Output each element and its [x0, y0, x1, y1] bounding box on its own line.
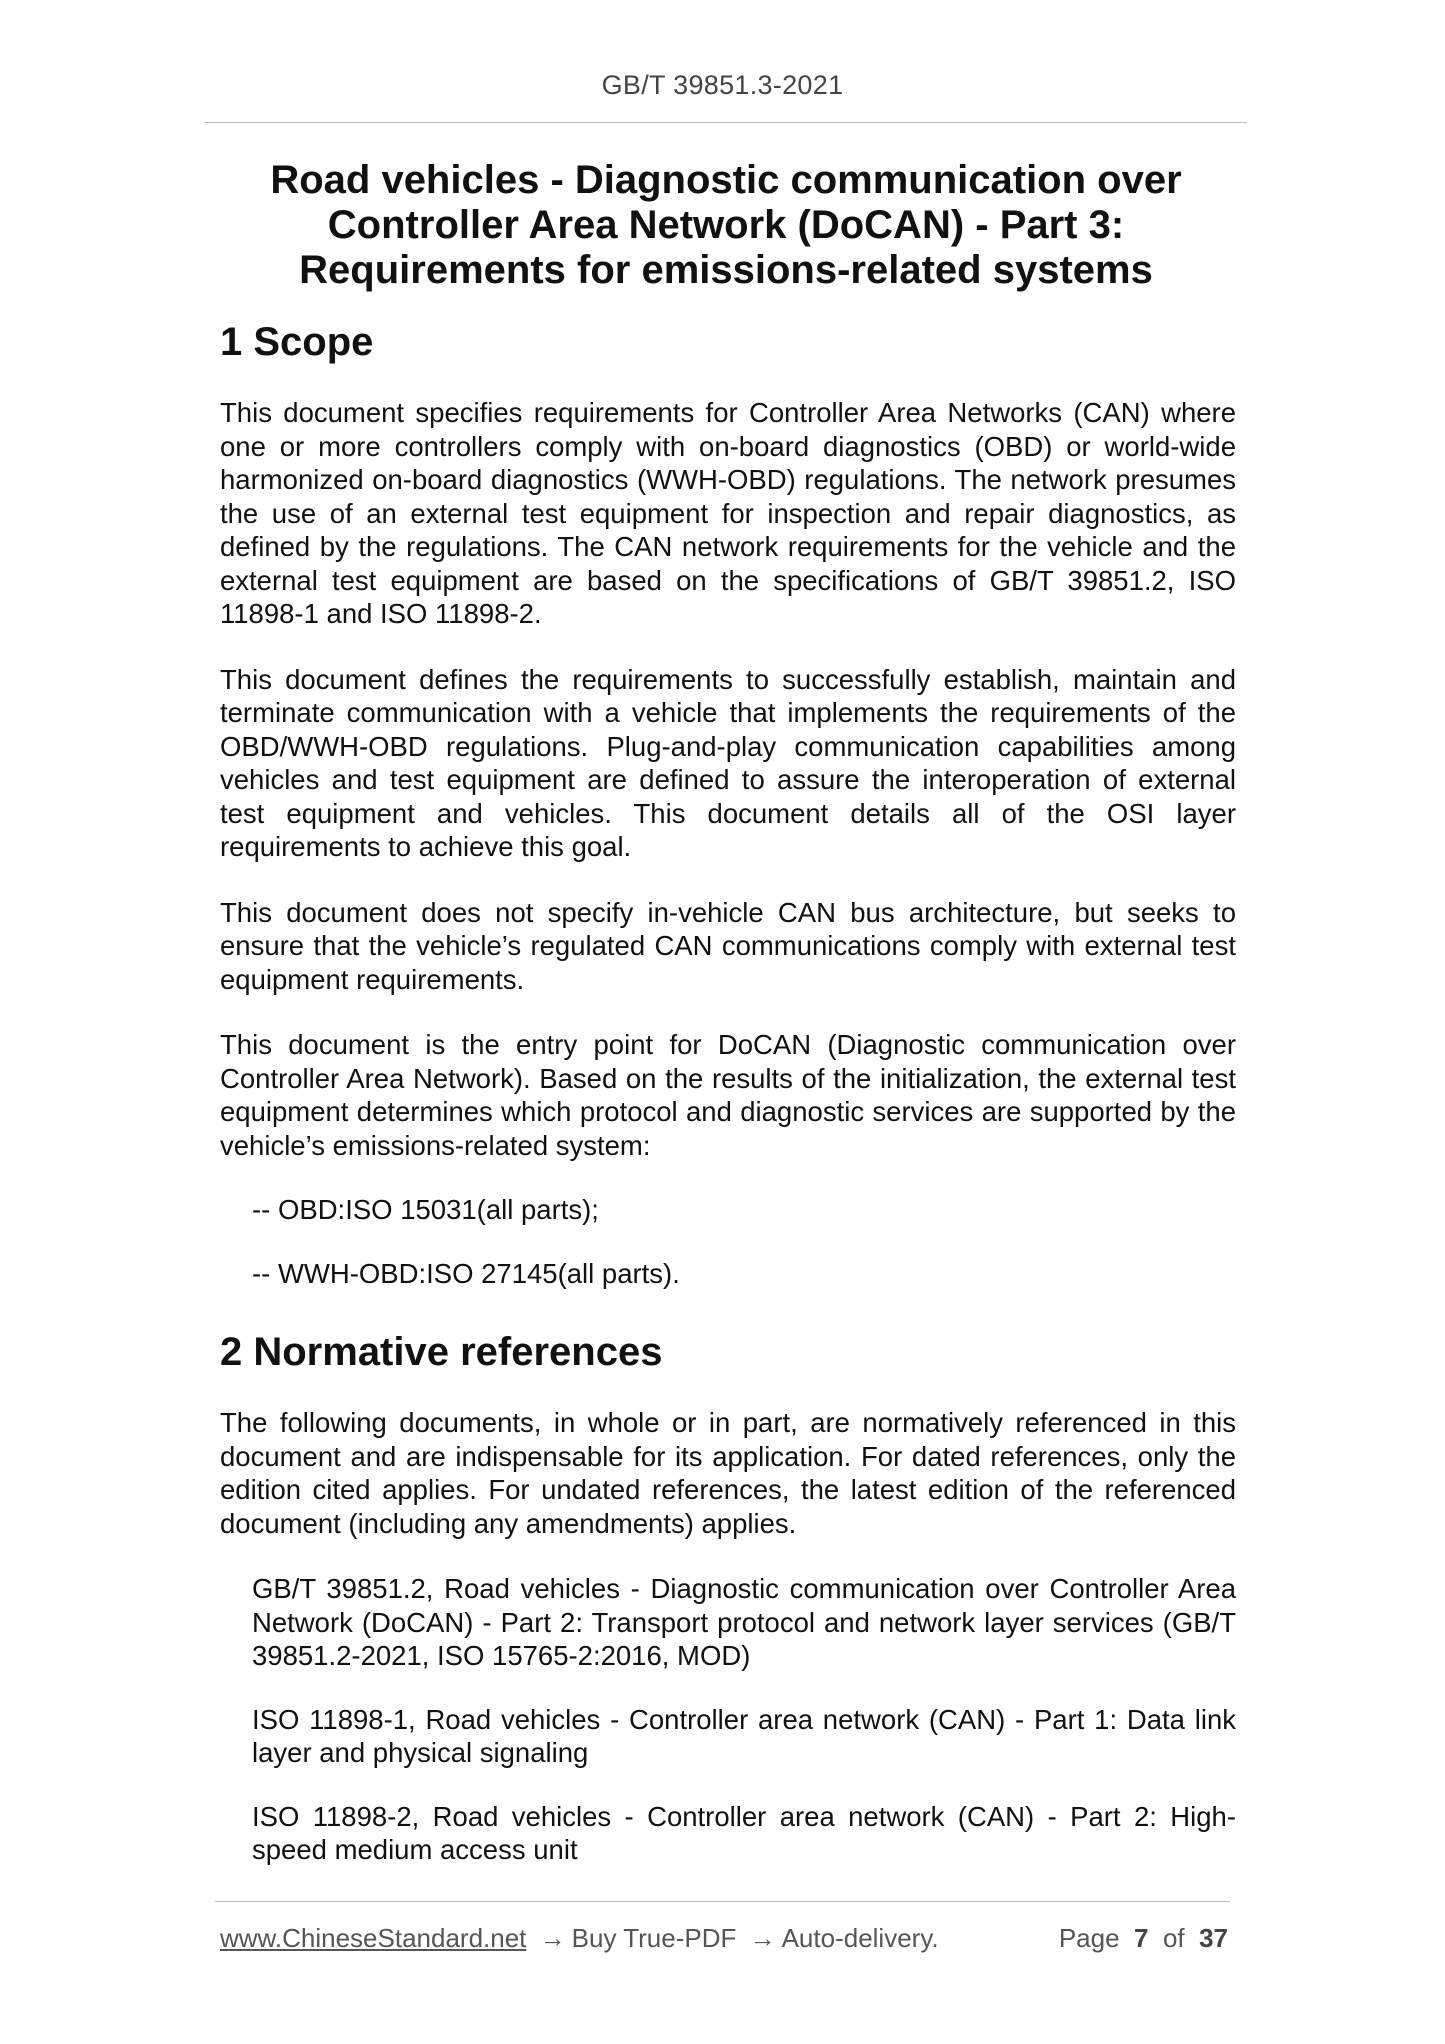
reference-item-iso-11898-2: ISO 11898-2, Road vehicles - Controller area network (CAN) - Part 2: High-speed medium access unit: [252, 1800, 1236, 1865]
document-title-line-2: Controller Area Network (DoCAN) - Part 3:: [327, 203, 1125, 247]
document-title-line-1: Road vehicles - Diagnostic communication over: [270, 158, 1182, 202]
page-current: 7: [1134, 1923, 1149, 1953]
footer-divider: [215, 1901, 1230, 1902]
footer-delivery-text: Auto-delivery.: [781, 1923, 939, 1953]
document-body: [220, 318, 1236, 1867]
arrow-right-icon: →: [749, 1923, 776, 1953]
scope-paragraph-1: This document specifies requirements for Controller Area Networks (CAN) where one or more controllers comply with on-board diagnostics (OBD) or world-wide harmonized on-board diagnostics (WWH‐OBD) regulations. The network presumes the use of an external test equipment for inspection and repair diagnostics, as defined by the regulations. The CAN network requirements for the vehicle and the external test equipment are based on the specifications of GB/T 39851.2, ISO 11898-1 and ISO 11898-2.: [220, 397, 1236, 629]
page-label: Page: [1058, 1923, 1120, 1953]
page-header-standard-id: GB/T 39851.3-2021: [601, 70, 844, 100]
scope-paragraph-4: This document is the entry point for DoCAN (Diagnostic communication over Controller Area Network). Based on the results of the initialization, the external test equipment determines which protocol and diagnostic services are supported by the vehicle’s emissions-related system:: [220, 1029, 1236, 1161]
header-divider: [205, 122, 1247, 123]
footer-buy-text: Buy True-PDF: [571, 1923, 737, 1953]
scope-list-item-obd: -- OBD:ISO 15031(all parts);: [252, 1194, 599, 1225]
scope-paragraph-3: This document does not specify in-vehicle CAN bus architecture, but seeks to ensure that the vehicle’s regulated CAN communications comply with external test equipment requirements.: [220, 896, 1236, 995]
page-total: 37: [1199, 1923, 1228, 1953]
scope-paragraph-2: This document defines the requirements to successfully establish, maintain and terminate communication with a vehicle that implements the requirements of the OBD/WWH-OBD regulations. Plug‐and-play communication capabilities among vehicles and test equipment are defined to assure the interoperation of external test equipment and vehicles. This document details all of the OSI layer requirements to achieve this goal.: [220, 663, 1236, 862]
section-heading-scope: 1 Scope: [220, 320, 374, 364]
reference-item-iso-11898-1: ISO 11898-1, Road vehicles - Controller area network (CAN) - Part 1: Data link layer and physical signaling: [252, 1703, 1236, 1768]
footer-website-link[interactable]: www.ChineseStandard.net: [220, 1923, 527, 1953]
scope-list-item-wwh-obd: -- WWH-OBD:ISO 27145(all parts).: [252, 1257, 680, 1289]
page-number: [1059, 1921, 1228, 1955]
document-title-line-3: Requirements for emissions-related systems: [299, 248, 1153, 292]
document-title: [220, 158, 1232, 293]
reference-item-gbt-39851-2: GB/T 39851.2, Road vehicles - Diagnostic communication over Controller Area Network (DoCAN) - Part 2: Transport protocol and network layer services (GB/T 39851.2-2021, ISO 15765-2:2016, MOD): [252, 1573, 1236, 1671]
footer-promo: [220, 1921, 939, 1955]
page-of-label: of: [1162, 1923, 1185, 1953]
page-footer: [220, 1921, 1228, 1955]
arrow-right-icon: →: [539, 1923, 566, 1953]
section-heading-normative-references: 2 Normative references: [220, 1330, 663, 1374]
normative-references-intro: The following documents, in whole or in part, are normatively referenced in this document and are indispensable for its application. For dated references, only the edition cited applies. For undated references, the latest edition of the referenced document (including any amendments) applies.: [220, 1407, 1236, 1539]
